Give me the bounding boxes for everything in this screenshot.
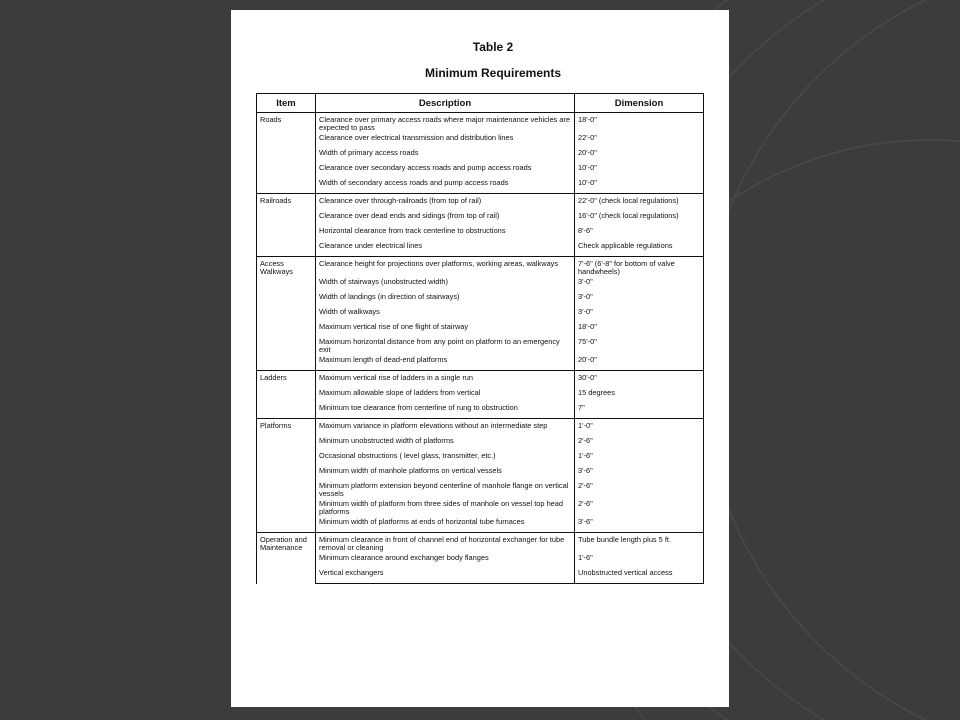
table-row [257,451,704,466]
dimension-cell: 18'-0" [575,113,704,134]
item-cell: Platforms [257,419,316,533]
table-header-row [257,94,704,113]
dimension-cell: 22'-0" [575,133,704,148]
dimension-cell: Check applicable regulations [575,241,704,257]
dimension-cell: 1'-6" [575,451,704,466]
dimension-cell: 2'-6" [575,499,704,517]
table-row [257,371,704,389]
document-page [231,10,729,707]
dimension-cell: 20'-0" [575,355,704,371]
item-cell: Railroads [257,194,316,257]
description-cell: Clearance over electrical transmission and distribution lines [316,133,575,148]
description-cell: Maximum length of dead-end platforms [316,355,575,371]
description-cell: Maximum vertical rise of one flight of stairway [316,322,575,337]
table-row [257,419,704,437]
header-item: Item [257,94,316,113]
description-cell: Width of stairways (unobstructed width) [316,277,575,292]
dimension-cell: 10'-0" [575,178,704,194]
dimension-cell: 3'-0" [575,307,704,322]
dimension-cell: 7'-6" (6'-8" for bottom of valve handwheels) [575,257,704,278]
table-row [257,178,704,194]
description-cell: Width of walkways [316,307,575,322]
item-cell: Ladders [257,371,316,419]
table-row [257,568,704,584]
table-row [257,307,704,322]
dimension-cell: 1'-0" [575,419,704,437]
description-cell: Clearance over primary access roads where major maintenance vehicles are expected to pass [316,113,575,134]
table-row [257,553,704,568]
description-cell: Minimum width of platform from three sides of manhole on vessel top head platforms [316,499,575,517]
description-cell: Width of primary access roads [316,148,575,163]
table-row [257,194,704,212]
header-description: Description [316,94,575,113]
table-row [257,533,704,554]
description-cell: Minimum width of manhole platforms on vertical vessels [316,466,575,481]
table-row [257,517,704,533]
table-row [257,163,704,178]
dimension-cell: 3'-6" [575,466,704,481]
dimension-cell: 1'-6" [575,553,704,568]
description-cell: Minimum clearance in front of channel end of horizontal exchanger for tube removal or cleaning [316,533,575,554]
arc-3 [700,0,960,720]
dimension-cell: 3'-0" [575,292,704,307]
dimension-cell: 18'-0" [575,322,704,337]
table-row [257,499,704,517]
dimension-cell: Tube bundle length plus 5 ft. [575,533,704,554]
table-row [257,403,704,419]
description-cell: Maximum variance in platform elevations without an intermediate step [316,419,575,437]
dimension-cell: 2'-6" [575,436,704,451]
table-title: Minimum Requirements [424,66,562,80]
dimension-cell: 75'-0" [575,337,704,355]
table-row [257,322,704,337]
dimension-cell: 22'-0" (check local regulations) [575,194,704,212]
dimension-cell: 30'-0" [575,371,704,389]
table-row [257,257,704,278]
table-number: Table 2 [472,40,514,54]
description-cell: Occasional obstructions ( level glass, transmitter, etc.) [316,451,575,466]
table-row [257,241,704,257]
description-cell: Minimum clearance around exchanger body flanges [316,553,575,568]
description-cell: Vertical exchangers [316,568,575,584]
dimension-cell: 10'-0" [575,163,704,178]
description-cell: Minimum platform extension beyond centerline of manhole flange on vertical vessels [316,481,575,499]
dimension-cell: 15 degrees [575,388,704,403]
table-row [257,133,704,148]
description-cell: Width of secondary access roads and pump access roads [316,178,575,194]
dimension-cell: Unobstructed vertical access [575,568,704,584]
table-row [257,436,704,451]
dimension-cell: 20'-0" [575,148,704,163]
dimension-cell: 2'-6" [575,481,704,499]
table-row [257,388,704,403]
description-cell: Horizontal clearance from track centerline to obstructions [316,226,575,241]
description-cell: Minimum toe clearance from centerline of rung to obstruction [316,403,575,419]
dimension-cell: 3'-6" [575,517,704,533]
dimension-cell: 8'-6" [575,226,704,241]
table-row [257,481,704,499]
table-row [257,148,704,163]
item-cell: Operation and Maintenance [257,533,316,584]
item-cell: Roads [257,113,316,194]
description-cell: Maximum horizontal distance from any point on platform to an emergency exit [316,337,575,355]
description-cell: Maximum allowable slope of ladders from vertical [316,388,575,403]
description-cell: Width of landings (in direction of stairways) [316,292,575,307]
dimension-cell: 7" [575,403,704,419]
table-row [257,466,704,481]
description-cell: Clearance over secondary access roads and pump access roads [316,163,575,178]
description-cell: Maximum vertical rise of ladders in a single run [316,371,575,389]
dimension-cell: 16'-0" (check local regulations) [575,211,704,226]
table-row [257,337,704,355]
table-row [257,292,704,307]
item-cell: Access Walkways [257,257,316,371]
description-cell: Clearance over through-railroads (from top of rail) [316,194,575,212]
table-row [257,211,704,226]
table-row [257,277,704,292]
table-row [257,355,704,371]
table-body [257,113,704,584]
table-row [257,113,704,134]
description-cell: Clearance height for projections over platforms, working areas, walkways [316,257,575,278]
table-row [257,226,704,241]
description-cell: Minimum unobstructed width of platforms [316,436,575,451]
header-dimension: Dimension [575,94,704,113]
description-cell: Minimum width of platforms at ends of horizontal tube furnaces [316,517,575,533]
requirements-table [256,93,704,584]
dimension-cell: 3'-0" [575,277,704,292]
description-cell: Clearance under electrical lines [316,241,575,257]
description-cell: Clearance over dead ends and sidings (from top of rail) [316,211,575,226]
